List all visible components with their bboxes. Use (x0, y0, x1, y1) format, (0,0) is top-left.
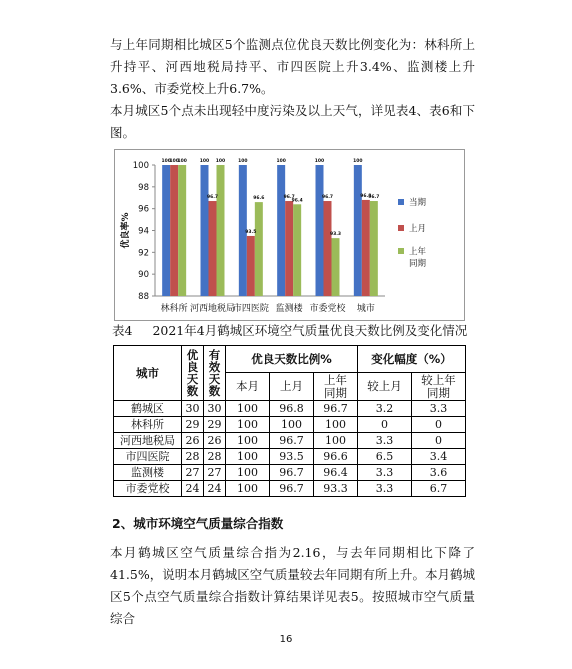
cell-vs-last-year: 6.7 (412, 481, 466, 497)
bar-1 (170, 165, 178, 296)
data-label: 100 (177, 159, 187, 164)
bar-1 (209, 201, 217, 296)
good-days-table (113, 345, 466, 497)
bar-2 (178, 165, 186, 296)
cell-good-days: 28 (182, 449, 204, 465)
cell-valid-days: 24 (204, 481, 226, 497)
data-label: 100 (215, 159, 226, 164)
cell-this-month: 100 (226, 433, 270, 449)
cell-good-days: 26 (182, 433, 204, 449)
data-label: 93.5 (245, 229, 257, 235)
cell-last-month: 100 (270, 417, 314, 433)
header-vs-last-year-text: 较上年同期 (421, 372, 456, 400)
legend-swatch-0 (398, 199, 404, 205)
data-label: 96.7 (368, 195, 380, 201)
y-tick-label: 98 (138, 182, 149, 193)
bar-2 (293, 204, 301, 296)
table-row (114, 417, 466, 433)
header-good-days-text: 优良天数 (186, 348, 199, 398)
table-caption (112, 322, 472, 340)
cell-good-days: 24 (182, 481, 204, 497)
cell-vs-last-month: 3.3 (358, 465, 412, 481)
cell-good-days: 29 (182, 417, 204, 433)
data-label: 96.7 (283, 195, 295, 201)
cell-city: 林科所 (114, 417, 182, 433)
cell-last-year: 96.6 (314, 449, 358, 465)
data-label: 100 (314, 159, 325, 164)
cell-this-month: 100 (226, 417, 270, 433)
legend-label: 当期 (409, 198, 427, 208)
data-label: 100 (238, 159, 248, 164)
x-tick-label: 城市 (356, 304, 375, 314)
cell-this-month: 100 (226, 481, 270, 497)
cell-last-year: 96.4 (314, 465, 358, 481)
header-change-group: 变化幅度（%） (358, 346, 466, 373)
header-last-month: 上月 (270, 373, 314, 401)
pollution-paragraph: 本月城区5个点未出现轻中度污染及以上天气，详见表4、表6和下图。 (110, 103, 475, 140)
x-tick-label: 市委党校 (309, 304, 346, 314)
cell-vs-last-month: 6.5 (358, 449, 412, 465)
data-label: 93.3 (329, 232, 342, 238)
cell-good-days: 27 (182, 465, 204, 481)
cell-good-days: 30 (182, 401, 204, 417)
bar-0 (316, 165, 324, 296)
data-label: 100 (199, 159, 210, 164)
table-row (114, 465, 466, 481)
cell-city: 鹤城区 (114, 401, 182, 417)
cell-city: 市四医院 (114, 449, 182, 465)
x-tick-label: 市四医院 (232, 304, 269, 314)
cell-city: 河西地税局 (114, 433, 182, 449)
header-last-year-text: 上年同期 (324, 372, 347, 400)
y-tick-label: 94 (138, 226, 149, 237)
y-axis-label: 优良率% (121, 212, 131, 249)
header-valid-days-text: 有效天数 (208, 348, 221, 398)
table-row (114, 401, 466, 417)
table-row (114, 481, 466, 497)
y-tick-label: 100 (132, 161, 149, 171)
cell-valid-days: 26 (204, 433, 226, 449)
cell-vs-last-month: 0 (358, 417, 412, 433)
table-row (114, 449, 466, 465)
x-tick-label: 林科所 (160, 304, 188, 314)
cell-vs-last-month: 3.3 (358, 433, 412, 449)
table-caption-text: 2021年4月鹤城区环境空气质量优良天数比例及变化情况 (152, 323, 468, 338)
bar-2 (332, 238, 340, 296)
intro-paragraph: 与上年同期相比城区5个监测点位优良天数比例变化为：林科所上升持平、河西地税局持平、市四医院上升3.4%、监测楼上升3.6%、市委党校上升6.7%。 (110, 37, 475, 96)
legend-swatch-2 (398, 248, 404, 254)
legend-swatch-1 (398, 225, 404, 231)
x-tick-label: 河西地税局 (189, 304, 236, 314)
cell-this-month: 100 (226, 449, 270, 465)
bar-0 (201, 165, 209, 296)
legend-label: 上月 (409, 224, 427, 234)
cell-vs-last-year: 3.4 (412, 449, 466, 465)
cell-vs-last-year: 0 (412, 417, 466, 433)
header-vs-last-month: 较上月 (358, 373, 412, 401)
data-label: 100 (353, 159, 363, 164)
data-label: 96.6 (253, 196, 265, 202)
cell-valid-days: 29 (204, 417, 226, 433)
data-label: 96.8 (360, 193, 372, 199)
data-label: 100 (276, 159, 286, 164)
cell-this-month: 100 (226, 465, 270, 481)
cell-valid-days: 27 (204, 465, 226, 481)
bar-2 (217, 165, 225, 296)
data-label: 96.7 (321, 195, 334, 201)
y-tick-label: 88 (138, 292, 149, 302)
cell-city: 市委党校 (114, 481, 182, 497)
x-tick-label: 监测楼 (275, 304, 303, 314)
cell-vs-last-year: 0 (412, 433, 466, 449)
cell-city: 监测楼 (114, 465, 182, 481)
data-label: 96.4 (291, 198, 303, 204)
bar-2 (370, 201, 378, 296)
legend-label: 上年同期 (409, 247, 427, 269)
page-number: 16 (279, 634, 293, 645)
bar-1 (324, 201, 332, 296)
header-valid-days (204, 346, 226, 401)
bar-0 (354, 165, 362, 296)
cell-this-month: 100 (226, 401, 270, 417)
data-label: 100 (169, 159, 179, 164)
bar-1 (285, 201, 293, 296)
cell-last-year: 96.7 (314, 401, 358, 417)
cell-last-year: 93.3 (314, 481, 358, 497)
cell-last-year: 100 (314, 433, 358, 449)
y-tick-label: 92 (138, 248, 149, 259)
cell-vs-last-month: 3.2 (358, 401, 412, 417)
cell-valid-days: 28 (204, 449, 226, 465)
cell-valid-days: 30 (204, 401, 226, 417)
bar-1 (362, 200, 370, 296)
index-paragraph: 本月鹤城区空气质量综合指为2.16，与去年同期相比下降了41.5%，说明本月鹤城区空气质量较去年同期有所上升。本月鹤城区5个点空气质量综合指数计算结果详见表5。按照城市空气质量综合 (110, 545, 475, 626)
cell-vs-last-year: 3.3 (412, 401, 466, 417)
header-city: 城市 (114, 346, 182, 401)
table-caption-label: 表4 (112, 323, 133, 338)
cell-vs-last-year: 3.6 (412, 465, 466, 481)
section-heading: 2、城市环境空气质量综合指数 (112, 516, 284, 531)
cell-last-month: 93.5 (270, 449, 314, 465)
cell-vs-last-month: 3.3 (358, 481, 412, 497)
table-row (114, 433, 466, 449)
bar-1 (247, 236, 255, 296)
chart-canvas (115, 150, 464, 320)
y-tick-label: 90 (138, 270, 149, 281)
header-last-year (314, 373, 358, 401)
cell-last-month: 96.7 (270, 433, 314, 449)
bar-0 (277, 165, 285, 296)
data-label: 96.7 (206, 195, 219, 201)
header-good-days (182, 346, 204, 401)
data-label: 100 (161, 159, 171, 164)
header-ratio-group: 优良天数比例% (226, 346, 358, 373)
cell-last-month: 96.7 (270, 465, 314, 481)
header-vs-last-year (412, 373, 466, 401)
cell-last-year: 100 (314, 417, 358, 433)
cell-last-month: 96.7 (270, 481, 314, 497)
good-rate-bar-chart (114, 149, 465, 321)
header-this-month: 本月 (226, 373, 270, 401)
bar-0 (162, 165, 170, 296)
y-tick-label: 96 (138, 204, 149, 215)
bar-2 (255, 202, 263, 296)
cell-last-month: 96.8 (270, 401, 314, 417)
